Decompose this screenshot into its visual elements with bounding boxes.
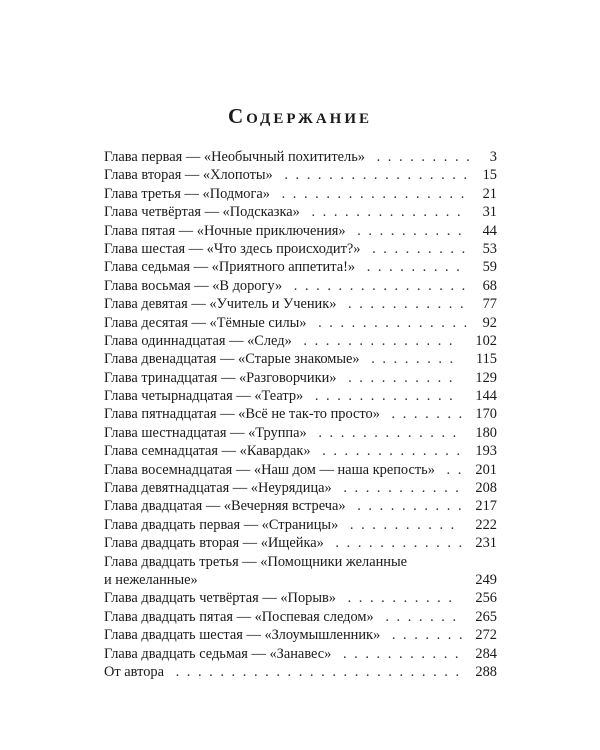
toc-entry [104, 222, 497, 240]
dot-leader: . . . . . . . . . . . . . . [305, 204, 463, 221]
dot-leader: . . . . . . . . . [366, 240, 468, 257]
dot-leader: . . . . . . . . . [370, 149, 472, 165]
dot-leader: . . . . . . . . . . . . . . . . . [275, 185, 467, 202]
toc-page-number: 115 [472, 350, 497, 368]
toc-entry [104, 516, 497, 534]
dot-leader: . . . . . . . . . [361, 259, 462, 276]
toc-entry [104, 332, 497, 350]
toc-entry-title: Глава восьмая — «В дорогу» [104, 277, 283, 294]
toc-page-number: 193 [471, 442, 497, 460]
dot-leader: . . . . . . . . . . [344, 516, 457, 533]
dot-leader: . . . . . . . . . . . [337, 645, 461, 662]
toc-page-number: 208 [471, 479, 497, 497]
dot-leader: . . . . . . . [386, 627, 465, 644]
dot-leader: . . . . . . . . . . . . . . . . [288, 277, 468, 294]
toc-entry-title: Глава тринадцатая — «Разговорчики» [104, 369, 337, 386]
toc-entry-title: Глава одиннадцатая — «След» [104, 332, 292, 349]
dot-leader: . . . . . . . [379, 608, 459, 625]
dot-leader: . . . . . . . . . . [351, 222, 464, 239]
toc-entry-title: Глава вторая — «Хлопоты» [104, 167, 273, 184]
toc-page-number: 59 [479, 258, 497, 276]
toc-entry [104, 553, 497, 590]
toc-entry-title: Глава первая — «Необычный похититель» [104, 149, 365, 165]
toc-entry-title: Глава двадцатая — «Вечерняя встреча» [104, 498, 346, 515]
toc-page-number: 272 [471, 626, 497, 644]
toc-entry [104, 645, 497, 663]
toc-page-number: 201 [471, 461, 497, 479]
toc-entry [104, 387, 497, 405]
toc-entry [104, 534, 497, 552]
toc-entry [104, 369, 497, 387]
toc-page-number: 92 [479, 314, 497, 332]
toc-entry-title: От автора [104, 663, 164, 680]
toc-entry [104, 663, 497, 681]
dot-leader: . . . . . . . . . . . . . [312, 424, 459, 441]
toc-page-number: 21 [479, 185, 497, 203]
toc-entry [104, 626, 497, 644]
toc-entry [104, 497, 497, 515]
toc-page-number: 222 [471, 516, 497, 534]
toc-entry-title: Глава четвёртая — «Подсказка» [104, 204, 300, 221]
toc-entry [104, 405, 497, 423]
toc-entry [104, 479, 497, 497]
dot-leader: . . [440, 461, 464, 478]
table-of-contents [104, 148, 497, 681]
toc-page-number: 3 [486, 148, 497, 166]
toc-entry-title: Глава девятая — «Учитель и Ученик» [104, 296, 337, 313]
toc-page-number: 53 [479, 240, 497, 258]
toc-page-number: 217 [471, 497, 497, 515]
toc-page-number: 256 [471, 589, 497, 607]
toc-entry [104, 185, 497, 203]
toc-entry-title: Глава двадцать пятая — «Поспевая следом» [104, 608, 374, 625]
dot-leader: . . . . . . . [385, 406, 465, 423]
toc-entry-title: Глава третья — «Подмога» [104, 185, 270, 202]
toc-entry-title: Глава двадцать шестая — «Злоумышленник» [104, 627, 381, 644]
toc-entry-title: Глава семнадцатая — «Кавардак» [104, 443, 311, 460]
dot-leader: . . . . . . . . [365, 351, 456, 368]
toc-entry-title: Глава шестнадцатая — «Труппа» [104, 424, 307, 441]
dot-leader: . . . . . . . . . . . . [329, 535, 465, 552]
toc-entry [104, 314, 497, 332]
toc-page-number: 102 [471, 332, 497, 350]
toc-entry [104, 442, 497, 460]
toc-page-number: 288 [471, 663, 497, 681]
toc-entry-title-continuation: и нежеланные» [104, 572, 198, 588]
toc-entry [104, 148, 497, 166]
toc-entry-title: Глава десятая — «Тёмные силы» [104, 314, 307, 331]
toc-page-number: 170 [471, 405, 497, 423]
toc-entry-title: Глава шестая — «Что здесь происходит?» [104, 240, 361, 257]
toc-entry-title: Глава пятнадцатая — «Всё не так-то просто» [104, 406, 380, 423]
toc-entry [104, 461, 497, 479]
dot-leader: . . . . . . . . . . [342, 590, 454, 607]
toc-entry-title: Глава пятая — «Ночные приключения» [104, 222, 346, 239]
toc-page-number: 144 [471, 387, 497, 405]
toc-entry [104, 350, 497, 368]
toc-page-number: 180 [471, 424, 497, 442]
toc-page-number: 231 [471, 534, 497, 552]
toc-entry-title: Глава двадцать первая — «Страницы» [104, 516, 339, 533]
dot-leader: . . . . . . . . . . . . . . [312, 314, 470, 331]
toc-entry-title: Глава седьмая — «Приятного аппетита!» [104, 259, 356, 276]
toc-entry [104, 166, 497, 184]
dot-leader: . . . . . . . . . . . [342, 296, 466, 313]
toc-entry [104, 589, 497, 607]
toc-entry [104, 277, 497, 295]
toc-entry [104, 424, 497, 442]
toc-page-number: 31 [479, 203, 497, 221]
toc-entry-title: Глава четырнадцатая — «Театр» [104, 388, 304, 405]
dot-leader: . . . . . . . . . . . . . [316, 443, 463, 460]
toc-page-number: 44 [479, 222, 497, 240]
toc-page-number: 129 [471, 369, 497, 387]
toc-entry [104, 295, 497, 313]
dot-leader: . . . . . . . . . . . . . [309, 388, 455, 405]
toc-page-number: 77 [479, 295, 497, 313]
dot-leader: . . . . . . . . . . . [337, 480, 461, 497]
toc-entry-title: Глава двадцать вторая — «Ищейка» [104, 535, 324, 552]
toc-page-number: 265 [471, 608, 497, 626]
dot-leader: . . . . . . . . . . . . . . . . . . . . . . . . . . [169, 663, 462, 680]
toc-entry-title: Глава двадцать третья — «Помощники желанные [104, 553, 408, 570]
dot-leader: . . . . . . . . . . . . . . . . . [278, 167, 470, 184]
toc-page-number: 15 [479, 166, 497, 184]
toc-entry-title: Глава восемнадцатая — «Наш дом — наша крепость» [104, 461, 435, 478]
toc-page-number: 68 [479, 277, 497, 295]
toc-entry-title: Глава девятнадцатая — «Неурядица» [104, 480, 332, 497]
toc-entry [104, 203, 497, 221]
toc-entry-title: Глава двадцать седьмая — «Занавес» [104, 645, 332, 662]
toc-entry [104, 258, 497, 276]
page-title: Содержание [227, 104, 373, 128]
dot-leader: . . . . . . . . . . . . . . [297, 332, 455, 349]
toc-entry-title: Глава двадцать четвёртая — «Порыв» [104, 590, 336, 607]
toc-entry-title: Глава двенадцатая — «Старые знакомые» [104, 351, 360, 368]
toc-page-number: 249 [471, 571, 497, 589]
toc-entry [104, 608, 497, 626]
toc-page-number: 284 [471, 645, 497, 663]
dot-leader: . . . . . . . . . . [351, 498, 464, 515]
toc-entry [104, 240, 497, 258]
dot-leader: . . . . . . . . . . [342, 369, 455, 386]
